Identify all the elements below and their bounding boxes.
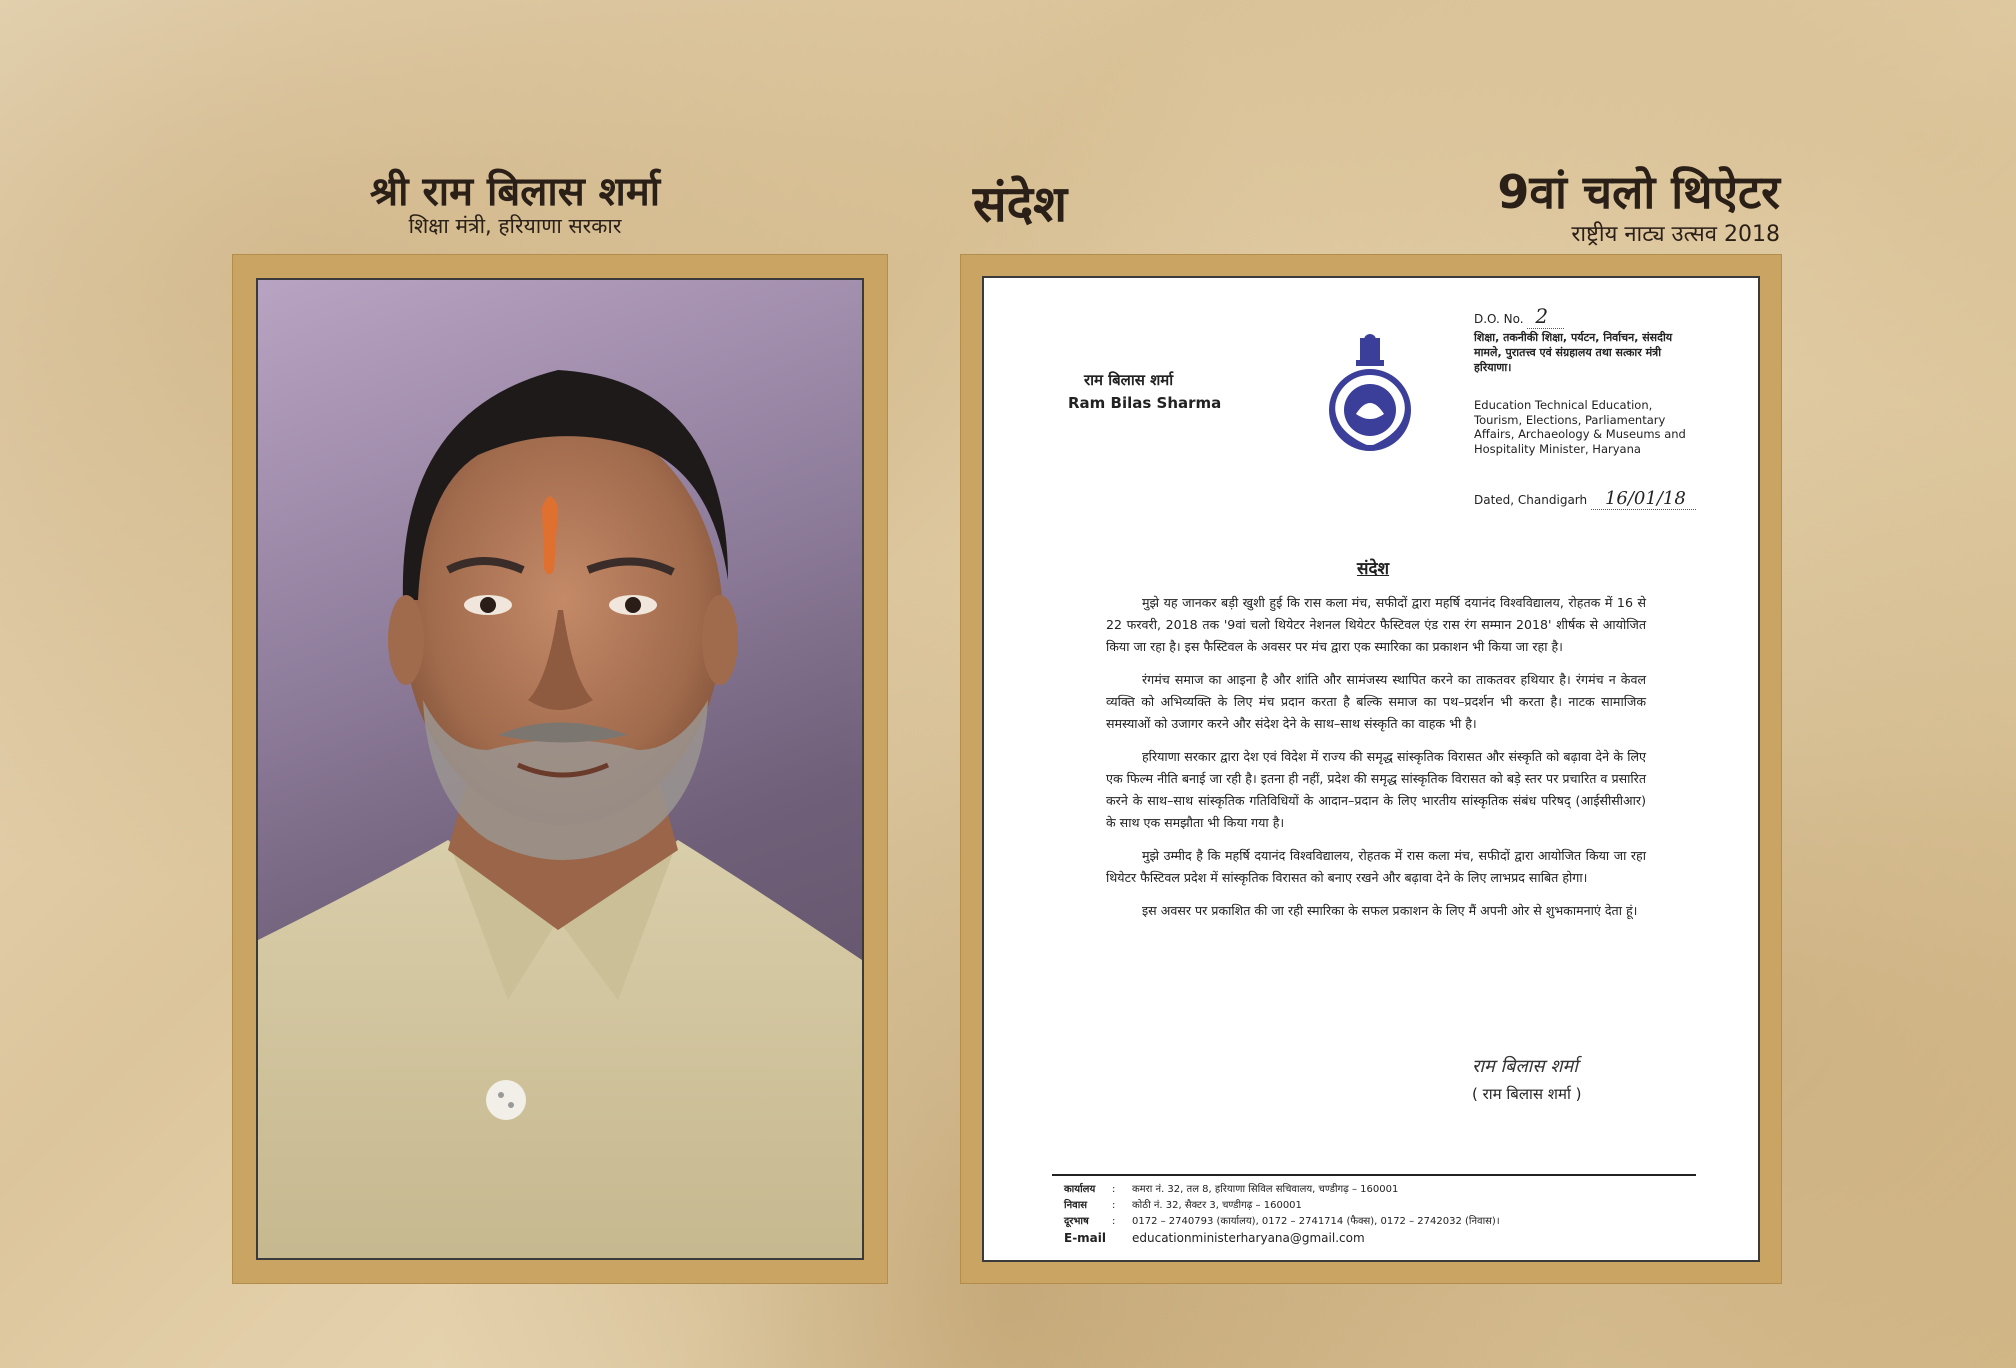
footer-label: कार्यालय: [1064, 1184, 1096, 1195]
letter-date: [1474, 488, 1696, 509]
page-title: संदेश: [972, 175, 1068, 233]
signer-name: ( राम बिलास शर्मा ): [1472, 1085, 1582, 1103]
paragraph: हरियाणा सरकार द्वारा देश एवं विदेश में राज्य की समृद्ध सांस्कृतिक विरासत और संस्कृति को बढ़ावा देने के लिए एक फिल्म नीति बनाई जा रही है। इतना ही नहीं, प्रदेश की समृद्ध सांस्कृतिक विरासत को बड़े स्तर पर प्रचारित व प्रसारित करने के साथ–साथ सांस्कृतिक गतिविधियों के आदान–प्रदान के लिए भारतीय सांस्कृतिक संबंध परिषद् (आईसीसीआर) के साथ एक समझौता भी किया गया है।: [1106, 749, 1646, 830]
minister-portrait: [256, 278, 864, 1260]
portfolio-hindi: शिक्षा, तकनीकी शिक्षा, पर्यटन, निर्वाचन, संसदीय मामले, पुरातत्त्व एवं संग्रहालय तथा सत्कार मंत्री हरियाणा।: [1474, 331, 1673, 374]
letterhead-name-english: Ram Bilas Sharma: [1068, 394, 1222, 412]
footer-row-residence: निवास : कोठी नं. 32, सैक्टर 3, चण्डीगढ़ – 160001: [1064, 1198, 1500, 1214]
letter-frame: [960, 254, 1782, 1284]
footer-row-office: कार्यालय : कमरा नं. 32, तल 8, हरियाणा सिविल सचिवालय, चण्डीगढ़ – 160001: [1064, 1182, 1500, 1198]
letter-body: [1106, 592, 1646, 933]
footer-value: 0172 – 2740793 (कार्यालय), 0172 – 2741714 (फैक्स), 0172 – 2742032 (निवास)।: [1132, 1216, 1500, 1227]
footer-row-email: [1064, 1230, 1500, 1246]
footer-label: निवास: [1064, 1200, 1088, 1211]
dated-label: Dated, Chandigarh: [1474, 493, 1588, 507]
festival-title: 9वां चलो थिऐटर: [1497, 165, 1780, 219]
minister-name-heading: श्री राम बिलास शर्मा: [369, 169, 661, 215]
do-label: D.O. No.: [1474, 312, 1524, 326]
footer-divider: [1052, 1174, 1696, 1176]
handwritten-signature: राम बिलास शर्मा: [1472, 1056, 1578, 1077]
paragraph: रंगमंच समाज का आइना है और शांति और सामंजस्य स्थापित करने का ताकतवर हथियार है। रंगमंच न केवल व्यक्ति को अभिव्यक्ति के लिए मंच प्रदान करता है बल्कि समाज का पथ–प्रदर्शन भी करता है। नाटक सामाजिक समस्याओं को उजागर करने और संदेश देने के साथ–साथ संस्कृति का वाहक भी है।: [1106, 672, 1646, 731]
footer-value: कमरा नं. 32, तल 8, हरियाणा सिविल सचिवालय, चण्डीगढ़ – 160001: [1132, 1184, 1399, 1195]
paragraph: इस अवसर पर प्रकाशित की जा रही स्मारिका के सफल प्रकाशन के लिए मैं अपनी ओर से शुभकामनाएं देता हूं।: [1142, 903, 1638, 918]
do-number: [1474, 304, 1564, 328]
photo-frame: [232, 254, 888, 1284]
festival-subtitle: राष्ट्रीय नाट्य उत्सव 2018: [1571, 222, 1780, 247]
minister-designation: शिक्षा मंत्री, हरियाणा सरकार: [408, 214, 622, 238]
letter-subject: संदेश: [1356, 559, 1390, 579]
haryana-emblem-icon: [1326, 332, 1414, 452]
footer-row-phone: दूरभाष : 0172 – 2740793 (कार्यालय), 0172 – 2741714 (फैक्स), 0172 – 2742032 (निवास)।: [1064, 1214, 1500, 1230]
paragraph: मुझे यह जानकर बड़ी खुशी हुई कि रास कला मंच, सफीदों द्वारा महर्षि दयानंद विश्वविद्यालय, रोहतक में 16 से 22 फरवरी, 2018 तक '9वां चलो थियेटर नेशनल थियेटर फैस्टिवल एंड रास रंग सम्मान 2018' शीर्षक से आयोजित किया जा रहा है। इस फैस्टिवल के अवसर पर मंच द्वारा एक स्मारिका का प्रकाशन भी किया जा रहा है।: [1106, 595, 1646, 654]
paragraph: मुझे उम्मीद है कि महर्षि दयानंद विश्वविद्यालय, रोहतक में रास कला मंच, सफीदों द्वारा आयोजित किया जा रहा थियेटर फैस्टिवल प्रदेश में सांस्कृतिक विरासत को बनाए रखने और बढ़ावा देने के लिए लाभप्रद साबित होगा।: [1106, 848, 1646, 885]
portrait-illustration: [258, 280, 862, 1258]
letter-page: [982, 276, 1760, 1262]
footer-label: दूरभाष: [1064, 1216, 1089, 1227]
letter-footer: [1064, 1182, 1500, 1246]
do-value: 2: [1527, 304, 1564, 329]
dated-value: 16/01/18: [1591, 488, 1696, 510]
footer-email: educationministerharyana@gmail.com: [1132, 1231, 1365, 1245]
portfolio-english: Education Technical Education, Tourism, Elections, Parliamentary Affairs, Archaeology & Museums and Hospitality Minister, Haryana: [1474, 398, 1686, 456]
footer-label: E-mail: [1064, 1231, 1107, 1245]
footer-value: कोठी नं. 32, सैक्टर 3, चण्डीगढ़ – 160001: [1132, 1200, 1302, 1211]
letterhead-name-hindi: राम बिलास शर्मा: [1084, 371, 1174, 389]
